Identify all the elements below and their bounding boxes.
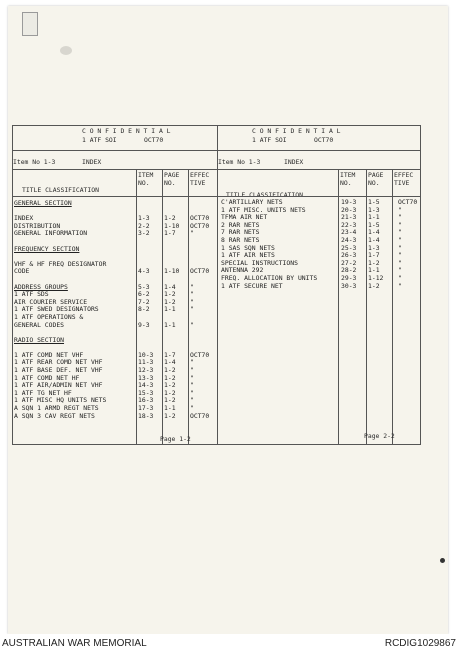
document-page (8, 6, 448, 634)
left-item-cell: 1-3 (138, 214, 150, 223)
right-page-cell: 1-5 (368, 220, 380, 229)
left-row (8, 230, 217, 238)
right-title-cell: 1 SAS SQN NETS (221, 243, 275, 252)
left-row (8, 337, 217, 345)
left-effective-cell: OCT70 (190, 411, 210, 420)
item-no-right: Item No 1-3 (218, 158, 261, 166)
left-page-cell: 1-10 (164, 267, 180, 276)
left-effective-cell: " (190, 305, 194, 314)
unit-left: 1 ATF SOI (82, 136, 117, 144)
right-index-table (213, 199, 420, 290)
left-title-cell: FREQUENCY SECTION (14, 244, 80, 253)
right-effective-cell: " (398, 235, 402, 244)
right-item-cell: 30-3 (341, 281, 357, 290)
left-item-cell: 9-3 (138, 320, 150, 329)
right-title-cell: 1 ATF AIR NETS (221, 251, 275, 260)
right-page-cell: 1-1 (368, 213, 380, 222)
left-effective-cell: " (190, 358, 194, 367)
left-title-cell: A SQN 1 ARMD REGT NETS (14, 404, 99, 413)
left-title-cell: CODE (14, 267, 30, 276)
left-page-cell: 1-1 (164, 305, 176, 314)
left-row (8, 246, 217, 254)
left-row (8, 268, 217, 276)
left-title-cell: 1 ATF SWED DESIGNATORS (14, 305, 99, 314)
table-bottom-border (12, 444, 420, 445)
left-title-cell: VHF & HF FREQ DESIGNATOR (14, 259, 107, 268)
left-item-cell: 14-3 (138, 381, 154, 390)
date-left: OCT70 (144, 136, 164, 144)
confidential-left: C O N F I D E N T I A L (82, 127, 171, 135)
left-item-cell: 3-2 (138, 229, 150, 238)
right-title-cell: C'ARTILLARY NETS (221, 198, 283, 206)
left-item-cell: 2-2 (138, 221, 150, 230)
left-effective-cell: " (190, 297, 194, 306)
right-page-cell: 1-4 (368, 228, 380, 237)
left-item-cell: 12-3 (138, 366, 154, 375)
item-no-left: Item No 1-3 (13, 158, 56, 166)
left-page-cell: 1-2 (164, 297, 176, 306)
left-effective-cell: OCT70 (190, 350, 210, 359)
left-page-cell: 1-1 (164, 404, 176, 413)
left-page-cell: 1-4 (164, 282, 176, 291)
ink-dot (440, 558, 445, 563)
right-effective-cell: " (398, 243, 402, 252)
left-title-cell: RADIO SECTION (14, 335, 65, 344)
left-item-cell: 7-2 (138, 297, 150, 306)
left-title-cell: 1 ATF REAR COMD NET VHF (14, 358, 103, 367)
right-page-cell: 1-3 (368, 243, 380, 252)
right-page-cell: 1-2 (368, 258, 380, 267)
left-title-cell: AIR COURIER SERVICE (14, 297, 88, 306)
left-title-cell: DISTRIBUTION (14, 221, 61, 230)
right-item-cell: 29-3 (341, 273, 357, 282)
header-top-rule (12, 150, 420, 151)
left-page-cell: 1-10 (164, 221, 180, 230)
left-item-cell: 5-3 (138, 282, 150, 291)
right-item-cell: 25-3 (341, 243, 357, 252)
header-page-right: PAGE NO. (368, 171, 384, 187)
right-page-cell: 1-12 (368, 273, 384, 282)
right-effective-cell: " (398, 251, 402, 260)
left-item-cell: 10-3 (138, 350, 154, 359)
left-title-cell: INDEX (14, 214, 34, 223)
right-title-cell: 1 ATF MISC. UNITS NETS (221, 205, 306, 214)
left-title-cell: GENERAL INFORMATION (14, 229, 88, 238)
left-item-cell: 8-2 (138, 305, 150, 314)
left-effective-cell: " (190, 381, 194, 390)
right-page-cell: 1-1 (368, 266, 380, 275)
right-title-cell: TFMA AIR NET (221, 213, 268, 222)
left-effective-cell: OCT70 (190, 214, 210, 223)
confidential-right: C O N F I D E N T I A L (252, 127, 341, 135)
left-item-cell: 4-3 (138, 267, 150, 276)
left-item-cell: 15-3 (138, 388, 154, 397)
index-right: INDEX (284, 158, 304, 166)
right-title-cell: FREQ. ALLOCATION BY UNITS (221, 273, 318, 282)
right-title-cell: 7 RAR NETS (221, 228, 260, 237)
left-effective-cell: " (190, 366, 194, 375)
header-title-right: TITLE CLASSIFICATION (226, 191, 303, 199)
right-item-cell: 22-3 (341, 220, 357, 229)
right-title-cell: 8 RAR NETS (221, 235, 260, 244)
right-page-cell: 1-7 (368, 251, 380, 260)
left-title-cell: 1 ATF MISC HQ UNITS NETS (14, 396, 107, 405)
right-title-cell: SPECIAL INSTRUCTIONS (221, 258, 298, 267)
left-title-cell: 1 ATF OPERATIONS & (14, 312, 84, 321)
left-effective-cell: OCT70 (190, 221, 210, 230)
footer-reference: RCDIG1029867 (384, 638, 456, 649)
right-title-cell: 2 RAR NETS (221, 220, 260, 229)
left-page-cell: 1-2 (164, 381, 176, 390)
left-title-cell: ADDRESS GROUPS (14, 282, 68, 291)
right-item-cell: 19-3 (341, 198, 357, 206)
left-title-cell: 1 ATF TG NET HF (14, 388, 72, 397)
left-page-cell: 1-1 (164, 320, 176, 329)
left-page-cell: 1-2 (164, 214, 176, 223)
right-effective-cell: " (398, 205, 402, 214)
left-effective-cell: " (190, 290, 194, 299)
left-item-cell: 6-2 (138, 290, 150, 299)
right-page-cell: 1-3 (368, 205, 380, 214)
left-page-cell: 1-2 (164, 388, 176, 397)
left-page-cell: 1-2 (164, 411, 176, 420)
page-number-right: Page 2-2 (364, 432, 395, 440)
left-item-cell: 11-3 (138, 358, 154, 367)
left-title-cell: A SQN 3 CAV REGT NETS (14, 411, 95, 420)
left-page-cell: 1-7 (164, 350, 176, 359)
right-effective-cell: " (398, 258, 402, 267)
header-title-left: TITLE CLASSIFICATION (22, 186, 99, 194)
left-title-cell: 1 ATF BASE DEF. NET VHF (14, 366, 103, 375)
left-title-cell: 1 ATF COMD NET VHF (14, 350, 84, 359)
left-title-cell: 1 ATF AIR/ADMIN NET VHF (14, 381, 103, 390)
right-effective-cell: " (398, 220, 402, 229)
right-effective-cell: " (398, 213, 402, 222)
left-title-cell: GENERAL SECTION (14, 199, 72, 207)
left-item-cell: 16-3 (138, 396, 154, 405)
tape-mark (22, 12, 38, 36)
right-effective-cell: OCT70 (398, 198, 418, 206)
header-effec-left: EFFEC TIVE (190, 171, 210, 187)
left-effective-cell: " (190, 320, 194, 329)
left-effective-cell: " (190, 396, 194, 405)
left-page-cell: 1-7 (164, 229, 176, 238)
archive-footer (0, 634, 460, 654)
page-number-left: Page 1-2 (160, 435, 191, 443)
date-right: OCT70 (314, 136, 334, 144)
punch-hole (60, 46, 72, 55)
right-title-cell: ANTENNA 292 (221, 266, 264, 275)
right-item-cell: 28-2 (341, 266, 357, 275)
left-effective-cell: " (190, 404, 194, 413)
index-left: INDEX (82, 158, 102, 166)
right-page-cell: 1-2 (368, 281, 380, 290)
unit-right: 1 ATF SOI (252, 136, 287, 144)
table-right-border (420, 125, 421, 445)
left-item-cell: 18-3 (138, 411, 154, 420)
right-item-cell: 24-3 (341, 235, 357, 244)
footer-institution: AUSTRALIAN WAR MEMORIAL (2, 638, 147, 649)
left-page-cell: 1-2 (164, 373, 176, 382)
right-item-cell: 26-3 (341, 251, 357, 260)
left-page-cell: 1-4 (164, 358, 176, 367)
right-item-cell: 23-4 (341, 228, 357, 237)
left-row (8, 200, 217, 208)
left-row (8, 413, 217, 421)
left-row (8, 208, 217, 216)
right-item-cell: 27-2 (341, 258, 357, 267)
left-page-cell: 1-2 (164, 396, 176, 405)
left-index-table (8, 200, 217, 420)
header-bottom-rule (12, 169, 420, 170)
table-top-border (12, 125, 420, 126)
left-effective-cell: " (190, 373, 194, 382)
right-page-cell: 1-4 (368, 235, 380, 244)
right-effective-cell: " (398, 228, 402, 237)
header-item-left: ITEM NO. (138, 171, 154, 187)
left-page-cell: 1-2 (164, 366, 176, 375)
left-row (8, 261, 217, 269)
left-effective-cell: " (190, 229, 194, 238)
header-page-left: PAGE NO. (164, 171, 180, 187)
left-effective-cell: " (190, 388, 194, 397)
left-title-cell: 1 ATF COMD NET HF (14, 373, 80, 382)
right-item-cell: 20-3 (341, 205, 357, 214)
left-title-cell: 1 ATF SDS (14, 290, 49, 299)
right-page-cell: 1-5 (368, 198, 380, 206)
right-effective-cell: " (398, 281, 402, 290)
right-row (213, 283, 420, 291)
right-effective-cell: " (398, 273, 402, 282)
left-page-cell: 1-2 (164, 290, 176, 299)
header-item-right: ITEM NO. (340, 171, 356, 187)
right-item-cell: 21-3 (341, 213, 357, 222)
left-effective-cell: OCT70 (190, 267, 210, 276)
left-item-cell: 13-3 (138, 373, 154, 382)
left-item-cell: 17-3 (138, 404, 154, 413)
left-effective-cell: " (190, 282, 194, 291)
column-header-rule (12, 196, 420, 197)
left-title-cell: GENERAL CODES (14, 320, 65, 329)
right-effective-cell: " (398, 266, 402, 275)
header-effec-right: EFFEC TIVE (394, 171, 414, 187)
left-row (8, 322, 217, 330)
right-title-cell: 1 ATF SECURE NET (221, 281, 283, 290)
